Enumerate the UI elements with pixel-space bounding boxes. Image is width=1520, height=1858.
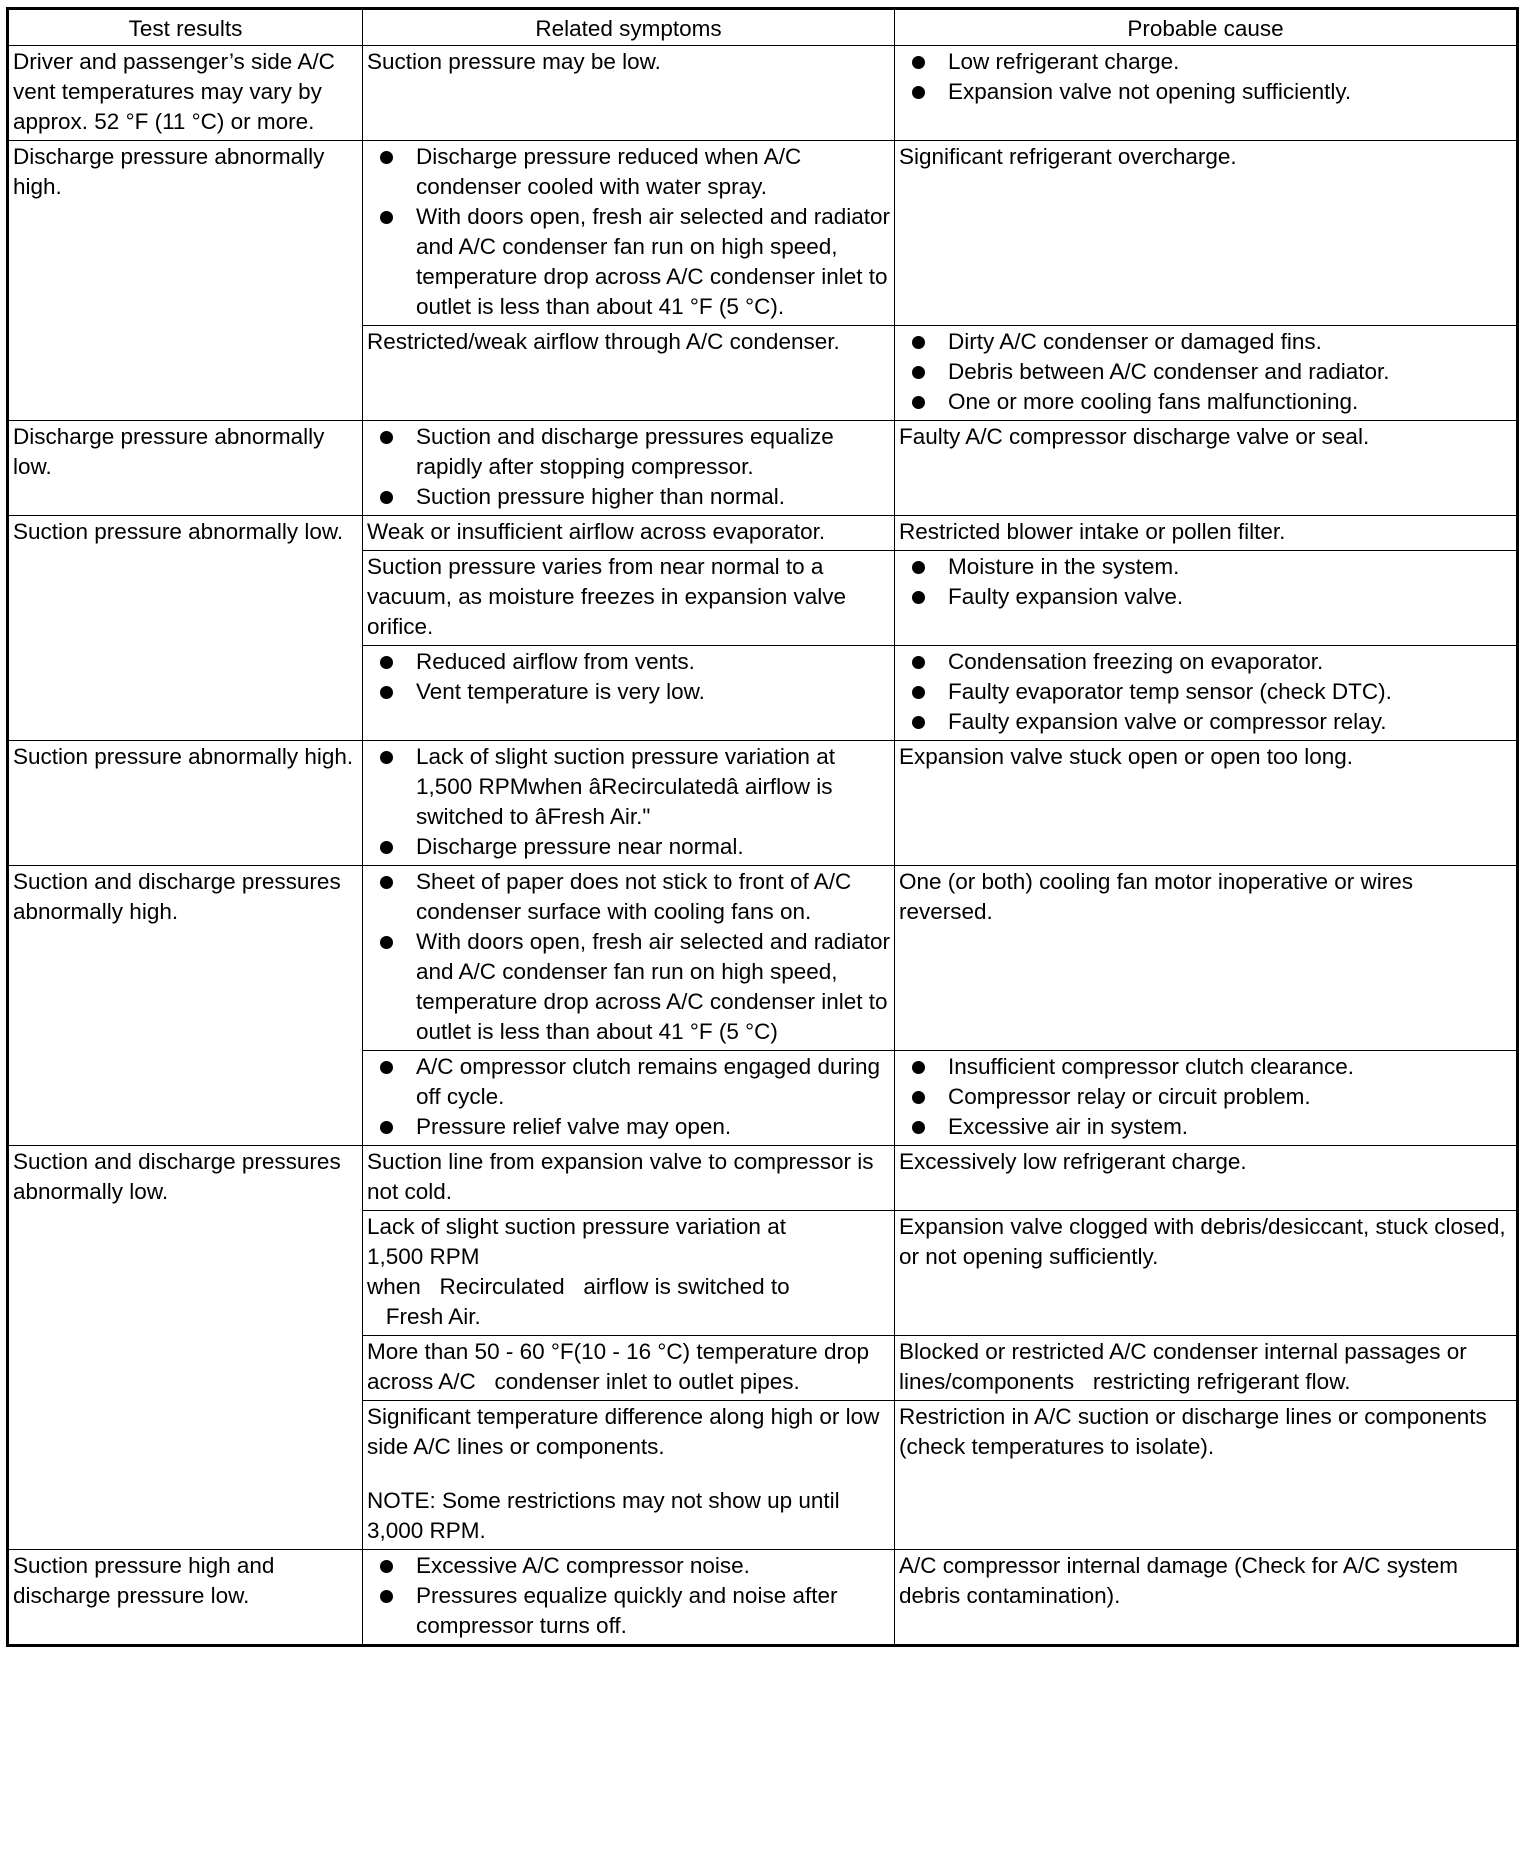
cause-bullet-item: Moisture in the system. (948, 552, 1513, 582)
cause-bullet-list (899, 47, 1513, 107)
symptom-bullet-list (367, 1052, 891, 1142)
cause-bullet-item: Insufficient compressor clutch clearance. (948, 1052, 1513, 1082)
symptom-text: Suction line from expansion valve to compressor is not cold. (367, 1149, 880, 1204)
table-row (8, 421, 1518, 516)
test-result-cell: Discharge pressure abnormally low. (8, 421, 363, 516)
cause-text: Restriction in A/C suction or discharge lines or components (check temperatures to isolate). (899, 1404, 1494, 1459)
symptom-bullet-item: Discharge pressure near normal. (416, 832, 891, 862)
probable-cause-cell (895, 1211, 1518, 1336)
probable-cause-cell (895, 1336, 1518, 1401)
cause-bullet-item: Dirty A/C condenser or damaged fins. (948, 327, 1513, 357)
test-result-cell: Suction and discharge pressures abnormally high. (8, 866, 363, 1146)
symptom-text: Suction pressure varies from near normal to a vacuum, as moisture freezes in expansion valve orifice. (367, 554, 853, 639)
related-symptoms-cell (363, 1401, 895, 1550)
cause-text: A/C compressor internal damage (Check for A/C system debris contamination). (899, 1553, 1465, 1608)
symptom-text: Suction pressure may be low. (367, 49, 661, 74)
cause-text: Excessively low refrigerant charge. (899, 1149, 1247, 1174)
related-symptoms-cell (363, 551, 895, 646)
related-symptoms-cell (363, 1051, 895, 1146)
symptom-text: Significant temperature difference along high or low side A/C lines or components. (367, 1404, 886, 1459)
table-body (8, 46, 1518, 1646)
symptom-bullet-item: Vent temperature is very low. (416, 677, 891, 707)
symptom-bullet-item: With doors open, fresh air selected and radiator and A/C condenser fan run on high speed, temperature drop across A/C condenser inlet to outlet is less than about 41 °F (5 °C) (416, 927, 891, 1047)
probable-cause-cell (895, 1550, 1518, 1646)
cause-text: Expansion valve clogged with debris/desiccant, stuck closed, or not opening sufficiently. (899, 1214, 1512, 1269)
probable-cause-cell (895, 1051, 1518, 1146)
symptom-bullet-list (367, 867, 891, 1047)
probable-cause-cell (895, 326, 1518, 421)
cause-text: Significant refrigerant overcharge. (899, 144, 1237, 169)
symptom-bullet-item: Suction pressure higher than normal. (416, 482, 891, 512)
header-probable-cause: Probable cause (895, 9, 1518, 46)
probable-cause-cell (895, 551, 1518, 646)
related-symptoms-cell (363, 1336, 895, 1401)
symptom-text: Weak or insufficient airflow across evaporator. (367, 519, 826, 544)
cause-bullet-item: Faulty expansion valve or compressor relay. (948, 707, 1513, 737)
probable-cause-cell (895, 866, 1518, 1051)
symptom-bullet-list (367, 742, 891, 862)
related-symptoms-cell (363, 741, 895, 866)
cause-bullet-list (899, 552, 1513, 612)
symptom-bullet-item: Pressure relief valve may open. (416, 1112, 891, 1142)
cause-bullet-item: Expansion valve not opening sufficiently. (948, 77, 1513, 107)
cause-bullet-item: Low refrigerant charge. (948, 47, 1513, 77)
table-row (8, 866, 1518, 1051)
related-symptoms-cell (363, 516, 895, 551)
probable-cause-cell (895, 516, 1518, 551)
probable-cause-cell (895, 1401, 1518, 1550)
related-symptoms-cell (363, 1550, 895, 1646)
probable-cause-cell (895, 1146, 1518, 1211)
cause-bullet-item: Faulty expansion valve. (948, 582, 1513, 612)
cause-text: Faulty A/C compressor discharge valve or seal. (899, 424, 1370, 449)
probable-cause-cell (895, 421, 1518, 516)
symptom-bullet-list (367, 422, 891, 512)
related-symptoms-cell (363, 1211, 895, 1336)
cause-bullet-list (899, 647, 1513, 737)
related-symptoms-cell (363, 1146, 895, 1211)
table-row (8, 516, 1518, 551)
test-result-cell: Discharge pressure abnormally high. (8, 141, 363, 421)
test-result-cell: Suction and discharge pressures abnormally low. (8, 1146, 363, 1550)
probable-cause-cell (895, 46, 1518, 141)
header-related-symptoms: Related symptoms (363, 9, 895, 46)
ac-troubleshooting-table (6, 7, 1519, 1647)
symptom-bullet-item: A/C ompressor clutch remains engaged during off cycle. (416, 1052, 891, 1112)
test-result-cell: Suction pressure abnormally low. (8, 516, 363, 741)
related-symptoms-cell (363, 326, 895, 421)
cause-text: One (or both) cooling fan motor inoperative or wires reversed. (899, 869, 1420, 924)
cause-text: Expansion valve stuck open or open too long. (899, 744, 1354, 769)
cause-bullet-item: Condensation freezing on evaporator. (948, 647, 1513, 677)
table-header-row (8, 9, 1518, 46)
related-symptoms-cell (363, 866, 895, 1051)
cause-bullet-item: Faulty evaporator temp sensor (check DTC). (948, 677, 1513, 707)
symptom-bullet-item: With doors open, fresh air selected and radiator and A/C condenser fan run on high speed, temperature drop across A/C condenser inlet to outlet is less than about 41 °F (5 °C). (416, 202, 891, 322)
table-row (8, 141, 1518, 326)
cause-text: Blocked or restricted A/C condenser internal passages or lines/components restricting refrigerant flow. (899, 1339, 1474, 1394)
symptom-bullet-list (367, 1551, 891, 1641)
symptom-bullet-item: Excessive A/C compressor noise. (416, 1551, 891, 1581)
probable-cause-cell (895, 141, 1518, 326)
cause-text: Restricted blower intake or pollen filter. (899, 519, 1286, 544)
cause-bullet-item: Excessive air in system. (948, 1112, 1513, 1142)
related-symptoms-cell (363, 46, 895, 141)
symptom-bullet-list (367, 142, 891, 322)
symptom-text: Lack of slight suction pressure variation at 1,500 RPM when Recirculated airflow is switched to Fresh Air. (367, 1214, 790, 1329)
cause-bullet-item: One or more cooling fans malfunctioning. (948, 387, 1513, 417)
test-result-cell: Suction pressure high and discharge pressure low. (8, 1550, 363, 1646)
test-result-cell: Suction pressure abnormally high. (8, 741, 363, 866)
symptom-bullet-item: Sheet of paper does not stick to front of A/C condenser surface with cooling fans on. (416, 867, 891, 927)
symptom-bullet-item: Pressures equalize quickly and noise after compressor turns off. (416, 1581, 891, 1641)
probable-cause-cell (895, 646, 1518, 741)
symptom-bullet-item: Reduced airflow from vents. (416, 647, 891, 677)
symptom-text: NOTE: Some restrictions may not show up until 3,000 RPM. (367, 1488, 846, 1543)
symptom-bullet-list (367, 647, 891, 707)
table-row (8, 741, 1518, 866)
probable-cause-cell (895, 741, 1518, 866)
symptom-text: More than 50 - 60 °F(10 - 16 °C) temperature drop across A/C condenser inlet to outlet pipes. (367, 1339, 876, 1394)
related-symptoms-cell (363, 421, 895, 516)
cause-bullet-list (899, 327, 1513, 417)
table-row (8, 1550, 1518, 1646)
symptom-bullet-item: Suction and discharge pressures equalize rapidly after stopping compressor. (416, 422, 891, 482)
cause-bullet-item: Debris between A/C condenser and radiator. (948, 357, 1513, 387)
cause-bullet-list (899, 1052, 1513, 1142)
symptom-text: Restricted/weak airflow through A/C condenser. (367, 329, 840, 354)
related-symptoms-cell (363, 646, 895, 741)
table-row (8, 46, 1518, 141)
symptom-bullet-item: Lack of slight suction pressure variation at 1,500 RPMwhen âRecirculatedâ airflow is switched to âFresh Air." (416, 742, 891, 832)
cause-bullet-item: Compressor relay or circuit problem. (948, 1082, 1513, 1112)
related-symptoms-cell (363, 141, 895, 326)
test-result-cell: Driver and passenger’s side A/C vent temperatures may vary by approx. 52 °F (11 °C) or more. (8, 46, 363, 141)
symptom-bullet-item: Discharge pressure reduced when A/C condenser cooled with water spray. (416, 142, 891, 202)
table-row (8, 1146, 1518, 1211)
header-test-results: Test results (8, 9, 363, 46)
